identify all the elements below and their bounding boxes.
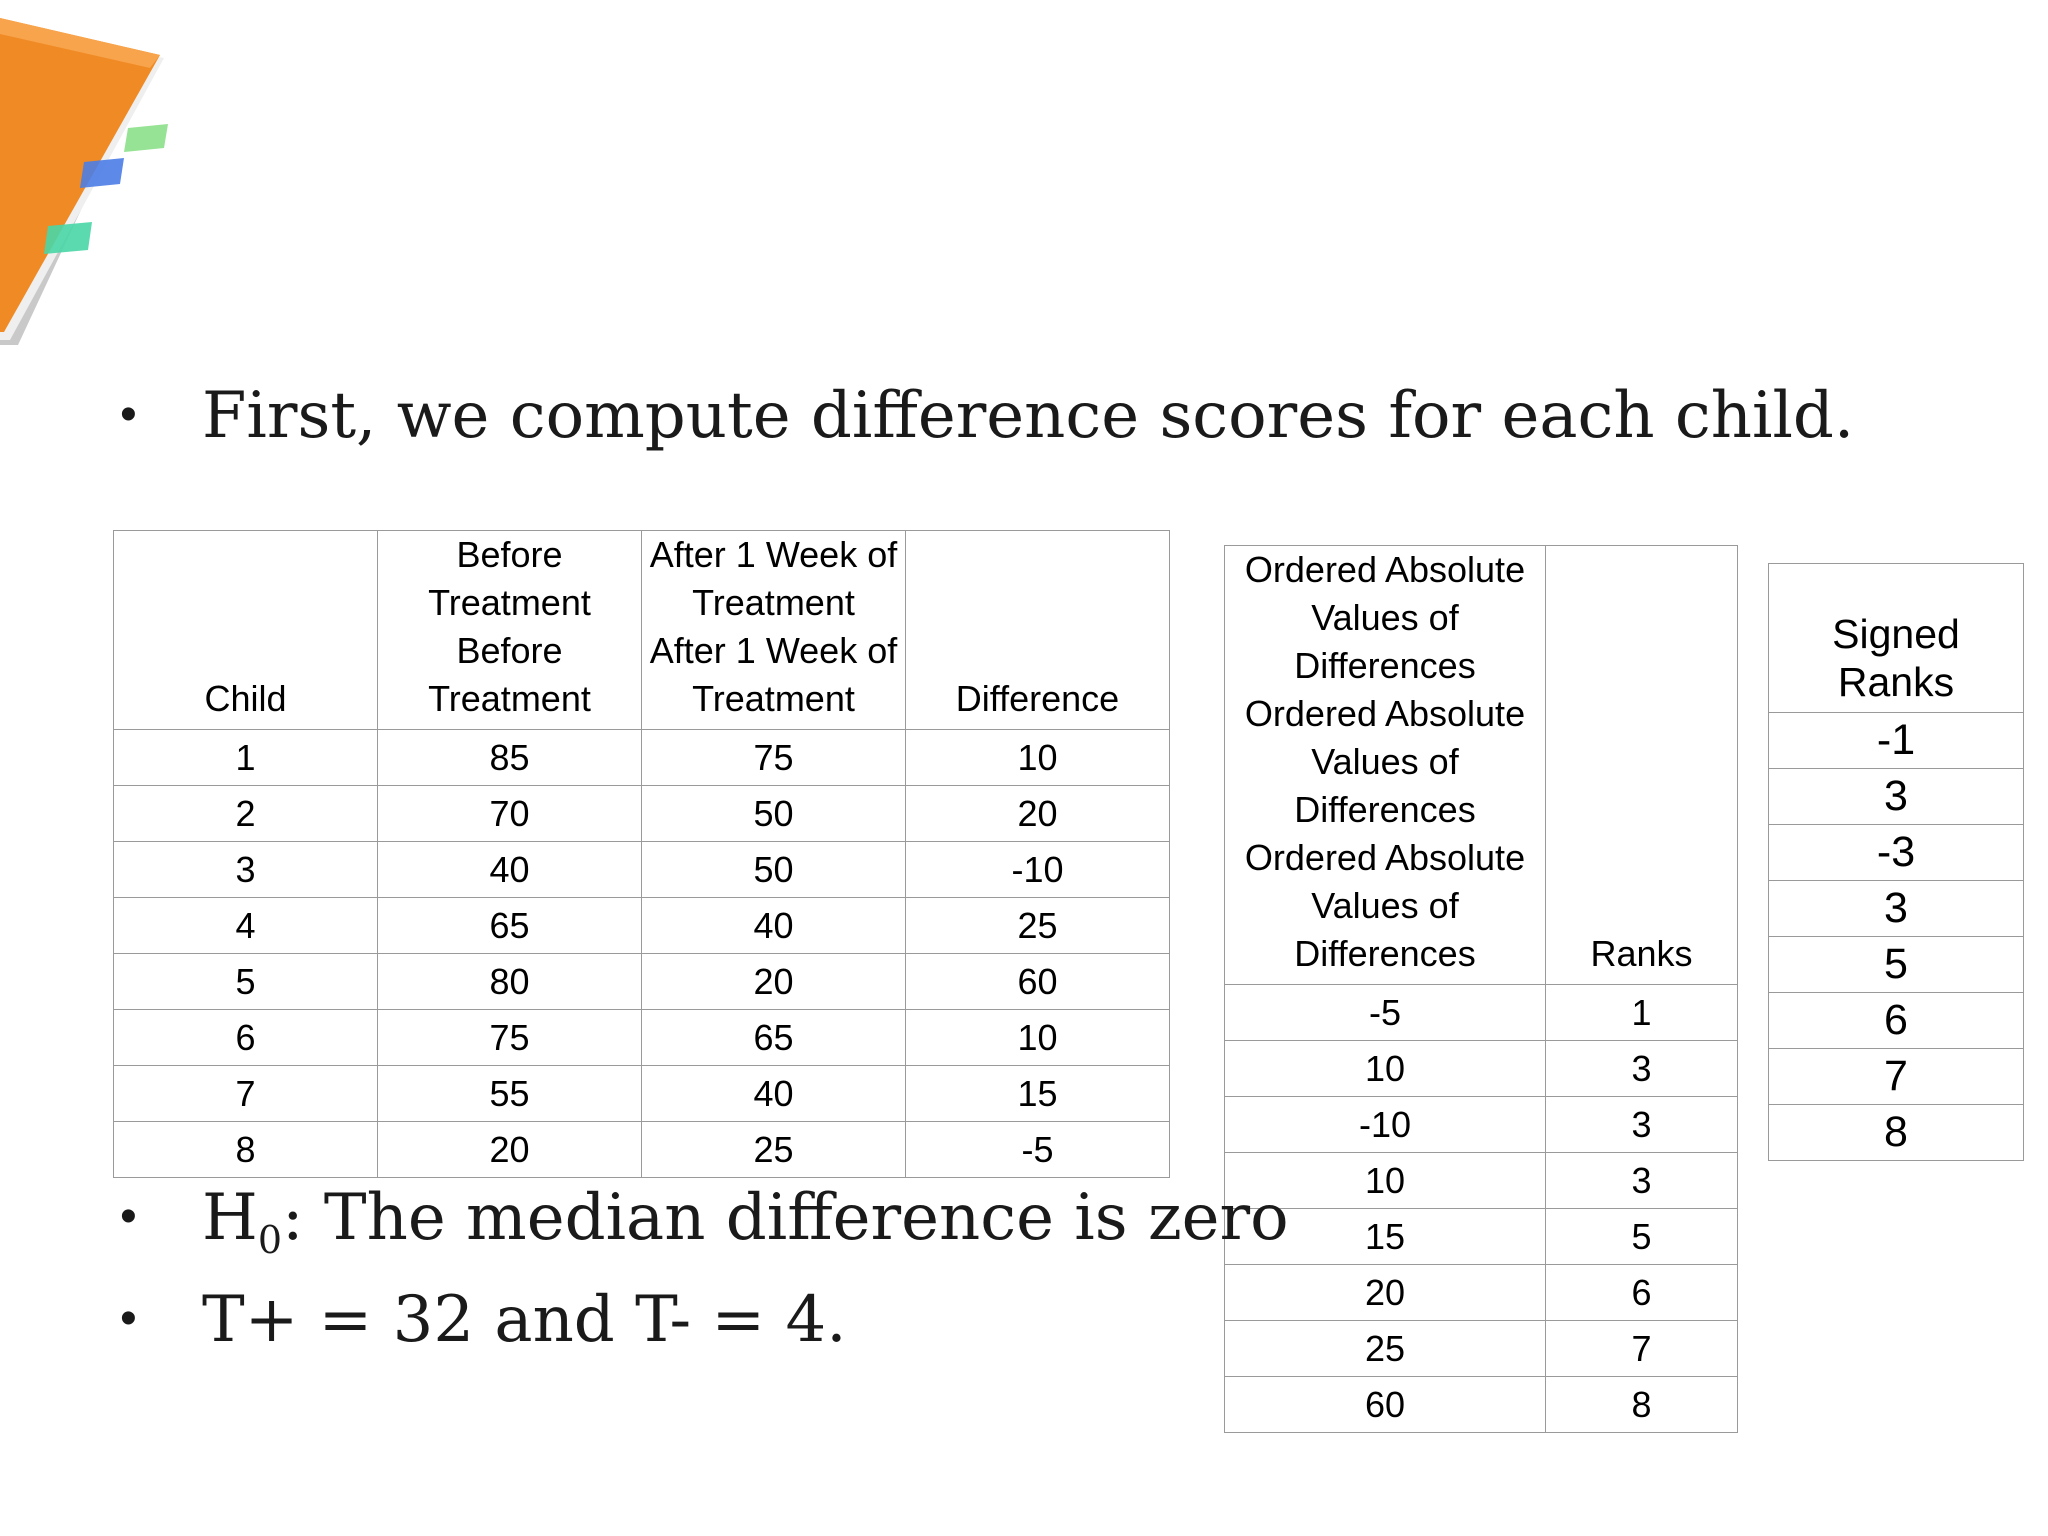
table-cell: -5 <box>1225 985 1546 1041</box>
table-cell: 50 <box>642 786 906 842</box>
table-cell: -10 <box>906 842 1170 898</box>
header-before-treatment <box>378 531 642 730</box>
table-cell: 10 <box>906 730 1170 786</box>
table-cell: 8 <box>114 1122 378 1178</box>
table-cell: 15 <box>1225 1209 1546 1265</box>
table-cell: 60 <box>906 954 1170 1010</box>
table-row <box>114 842 1170 898</box>
header-line: After 1 Week of Treatment <box>649 630 898 719</box>
table-cell: 40 <box>642 898 906 954</box>
folder-front-cover <box>0 18 160 332</box>
table-cell: 2 <box>114 786 378 842</box>
table-row <box>1225 1209 1738 1265</box>
signed-rank-cell: 8 <box>1769 1105 2024 1161</box>
bullet-dot: • <box>120 1291 137 1345</box>
header-line: Ranks <box>1590 933 1693 974</box>
table-cell: 25 <box>906 898 1170 954</box>
table-row <box>1225 1265 1738 1321</box>
table-cell: 50 <box>642 842 906 898</box>
table-row <box>114 1010 1170 1066</box>
table-cell: 40 <box>378 842 642 898</box>
table-cell: 85 <box>378 730 642 786</box>
table-row <box>1769 937 2024 993</box>
header-after-treatment <box>642 531 906 730</box>
difference-table-body <box>114 730 1170 1178</box>
table-row <box>114 730 1170 786</box>
difference-table <box>113 530 1170 1178</box>
table-cell: 20 <box>1225 1265 1546 1321</box>
table-cell: 20 <box>378 1122 642 1178</box>
table-cell: 3 <box>114 842 378 898</box>
hypothesis-h: H <box>202 1181 258 1255</box>
table-row <box>1769 993 2024 1049</box>
table-cell: 25 <box>1225 1321 1546 1377</box>
table-cell: 25 <box>642 1122 906 1178</box>
signed-rank-cell: 6 <box>1769 993 2024 1049</box>
table-cell: 6 <box>114 1010 378 1066</box>
table-row <box>1769 1105 2024 1161</box>
table-row <box>114 786 1170 842</box>
hypothesis-subscript: 0 <box>257 1218 282 1262</box>
table-row <box>114 954 1170 1010</box>
table-row <box>1769 825 2024 881</box>
table-row <box>1769 881 2024 937</box>
signed-rank-cell: -1 <box>1769 713 2024 769</box>
ranks-table-header <box>1225 546 1738 985</box>
table-cell: 3 <box>1546 1153 1738 1209</box>
table-cell: 7 <box>1546 1321 1738 1377</box>
bullet-result-text: T+ = 32 and T- = 4. <box>202 1283 847 1357</box>
table-row <box>1769 769 2024 825</box>
signed-ranks-table-body <box>1769 713 2024 1161</box>
signed-rank-cell: 5 <box>1769 937 2024 993</box>
table-cell: 3 <box>1546 1097 1738 1153</box>
folder-illustration <box>0 0 200 360</box>
header-line: Ordered Absolute Values of Differences <box>1244 693 1526 830</box>
header-line: Ordered Absolute Values of Differences <box>1244 549 1526 686</box>
table-cell: 10 <box>906 1010 1170 1066</box>
table-cell: 80 <box>378 954 642 1010</box>
signed-rank-cell: 3 <box>1769 881 2024 937</box>
bullet-intro <box>120 379 1855 453</box>
tab-teal-icon <box>44 222 92 254</box>
tab-green-icon <box>124 124 168 152</box>
table-cell: 65 <box>642 1010 906 1066</box>
table-row <box>1769 713 2024 769</box>
header-signed-ranks: Signed Ranks <box>1769 564 2024 713</box>
table-cell: 75 <box>642 730 906 786</box>
table-cell: -10 <box>1225 1097 1546 1153</box>
header-ranks <box>1546 546 1738 985</box>
table-cell: 60 <box>1225 1377 1546 1433</box>
bullet-hypothesis <box>120 1181 1289 1262</box>
header-ordered-absolute-values <box>1225 546 1546 985</box>
signed-ranks-table <box>1768 563 2024 1161</box>
table-cell: 5 <box>1546 1209 1738 1265</box>
ranks-table <box>1224 545 1738 1433</box>
difference-table-header <box>114 531 1170 730</box>
table-cell: -5 <box>906 1122 1170 1178</box>
bullet-result <box>120 1283 847 1357</box>
table-cell: 4 <box>114 898 378 954</box>
table-cell: 1 <box>114 730 378 786</box>
table-row <box>1769 1049 2024 1105</box>
header-line: Ordered Absolute Values of Differences <box>1244 837 1526 974</box>
table-row <box>1225 1321 1738 1377</box>
hypothesis-text: : The median difference is zero <box>282 1181 1289 1255</box>
bullet-intro-text: First, we compute difference scores for each child. <box>202 379 1855 453</box>
header-line: After 1 Week of Treatment <box>649 534 898 623</box>
table-cell: 10 <box>1225 1041 1546 1097</box>
header-line: Before Treatment <box>428 534 591 623</box>
table-row <box>1225 985 1738 1041</box>
table-cell: 6 <box>1546 1265 1738 1321</box>
signed-ranks-table-header <box>1769 564 2024 713</box>
table-row <box>114 1066 1170 1122</box>
table-cell: 7 <box>114 1066 378 1122</box>
table-row <box>1225 1153 1738 1209</box>
table-cell: 75 <box>378 1010 642 1066</box>
table-row <box>1225 1377 1738 1433</box>
table-row <box>1225 1041 1738 1097</box>
table-cell: 3 <box>1546 1041 1738 1097</box>
table-row <box>1225 1097 1738 1153</box>
header-difference <box>906 531 1170 730</box>
bullet-dot: • <box>120 1189 137 1243</box>
table-row <box>114 1122 1170 1178</box>
signed-rank-cell: 3 <box>1769 769 2024 825</box>
bullet-dot: • <box>120 387 137 441</box>
table-cell: 5 <box>114 954 378 1010</box>
table-cell: 15 <box>906 1066 1170 1122</box>
header-line: Difference <box>955 678 1120 719</box>
header-line: Before Treatment <box>428 630 591 719</box>
table-cell: 20 <box>642 954 906 1010</box>
tab-blue-icon <box>80 158 124 188</box>
table-cell: 1 <box>1546 985 1738 1041</box>
table-cell: 10 <box>1225 1153 1546 1209</box>
table-cell: 70 <box>378 786 642 842</box>
table-cell: 8 <box>1546 1377 1738 1433</box>
table-cell: 55 <box>378 1066 642 1122</box>
signed-rank-cell: -3 <box>1769 825 2024 881</box>
table-cell: 65 <box>378 898 642 954</box>
signed-rank-cell: 7 <box>1769 1049 2024 1105</box>
table-cell: 20 <box>906 786 1170 842</box>
table-cell: 40 <box>642 1066 906 1122</box>
table-row <box>114 898 1170 954</box>
ranks-table-body <box>1225 985 1738 1433</box>
header-child <box>114 531 378 730</box>
header-line: Child <box>204 678 287 719</box>
